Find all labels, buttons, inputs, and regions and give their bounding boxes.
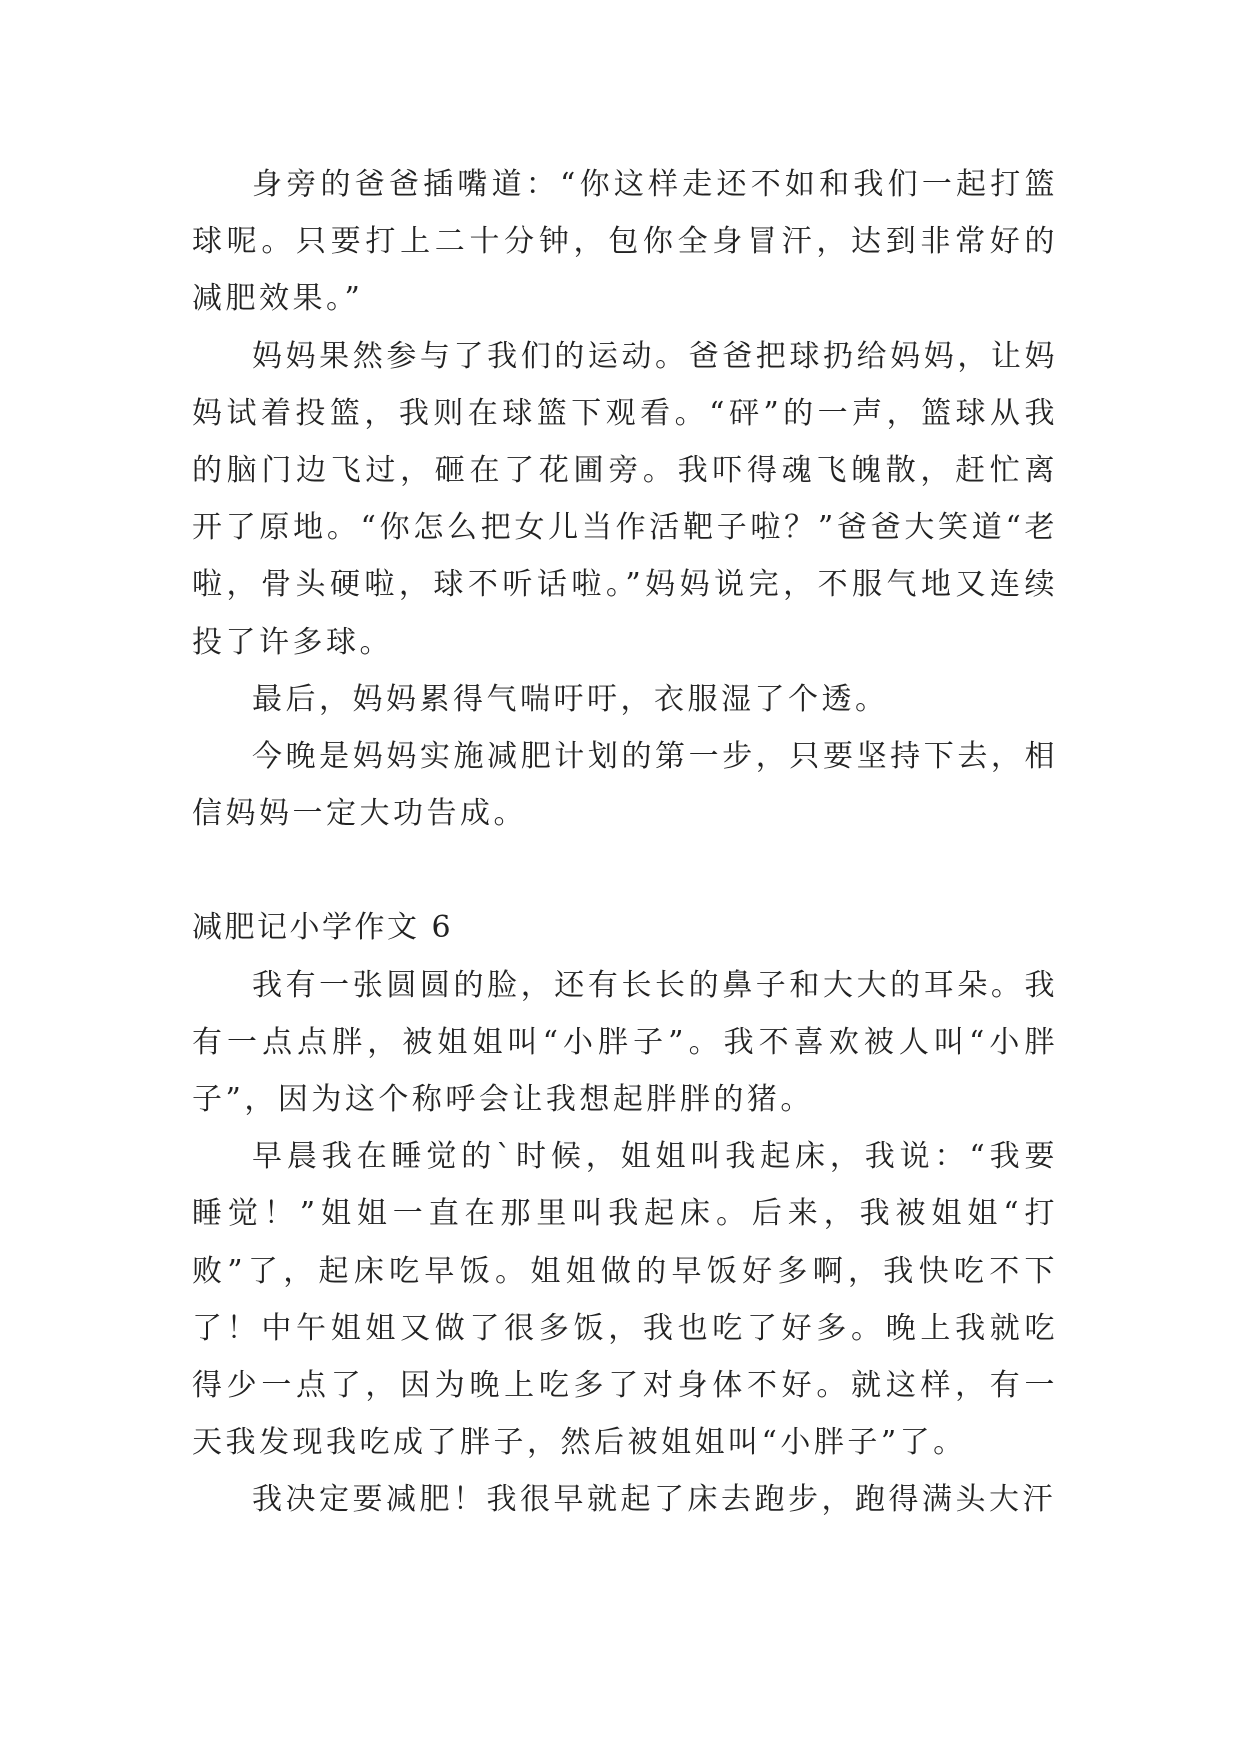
section-title: 减肥记小学作文 6 xyxy=(192,910,454,946)
paragraph: 妈妈果然参与了我们的运动。爸爸把球扔给妈妈，让妈妈试着投篮，我则在球篮下观看。“砰”的一声，篮球从我的脑门边飞过，砸在了花圃旁。我吓得魂飞魄散，赶忙离开了原地。“你怎么把女儿当作活靶子啦？”爸爸大笑道“老啦，骨头硬啦，球不听话啦。”妈妈说完，不服气地又连续投了许多球。 xyxy=(192,338,1058,660)
paragraph: 身旁的爸爸插嘴道：“你这样走还不如和我们一起打篮球呢。只要打上二十分钟，包你全身冒汗，达到非常好的减肥效果。” xyxy=(192,167,1058,317)
paragraph: 我决定要减肥！我很早就起了床去跑步，跑得满头大汗 xyxy=(252,1482,1056,1518)
document-body xyxy=(192,156,1058,1529)
paragraph: 我有一张圆圆的脸，还有长长的鼻子和大大的耳朵。我有一点点胖，被姐姐叫“小胖子”。我不喜欢被人叫“小胖子”，因为这个称呼会让我想起胖胖的猪。 xyxy=(192,967,1058,1118)
paragraph: 今晚是妈妈实施减肥计划的第一步，只要坚持下去，相信妈妈一定大功告成。 xyxy=(192,739,1058,832)
paragraph: 早晨我在睡觉的`时候，姐姐叫我起床，我说：“我要睡觉！”姐姐一直在那里叫我起床。后来，我被姐姐“打败”了，起床吃早饭。姐姐做的早饭好多啊，我快吃不下了！中午姐姐又做了很多饭，我也吃了好多。晚上我就吃得少一点了，因为晚上吃多了对身体不好。就这样，有一天我发现我吃成了胖子，然后被姐姐叫“小胖子”了。 xyxy=(192,1139,1058,1461)
paragraph: 最后，妈妈累得气喘吁吁，衣服湿了个透。 xyxy=(252,681,889,717)
